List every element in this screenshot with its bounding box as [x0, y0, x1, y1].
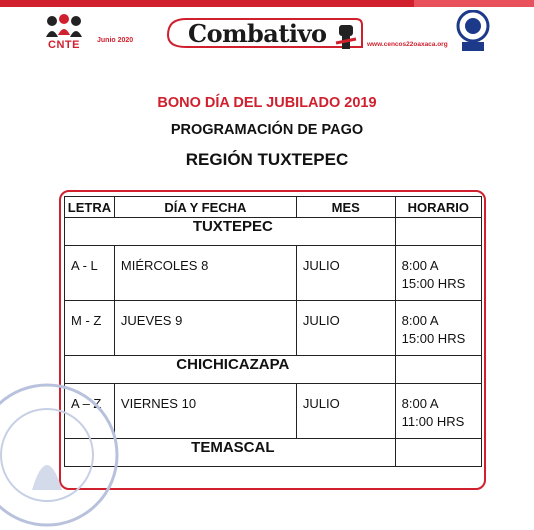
- cell-dia: MIÉRCOLES 8: [114, 246, 296, 301]
- cell-dia: VIERNES 10: [114, 384, 296, 439]
- union-seal-icon: [456, 10, 490, 52]
- cell-mes: JULIO: [296, 384, 395, 439]
- cell-letra: A – Z: [65, 384, 115, 439]
- issue-date: Junio 2020: [97, 37, 134, 44]
- table-row: [65, 246, 482, 301]
- title-programacion: PROGRAMACIÓN DE PAGO: [170, 122, 364, 138]
- title-bono: BONO DÍA DEL JUBILADO 2019: [157, 95, 377, 111]
- header-horario: HORARIO: [395, 197, 481, 218]
- header: [0, 7, 534, 63]
- top-rule: [0, 0, 534, 7]
- header-dia-fecha: DÍA Y FECHA: [114, 197, 296, 218]
- header-mes: MES: [296, 197, 395, 218]
- watermark-seal-icon: [0, 380, 122, 530]
- cell-horario: [395, 384, 481, 439]
- hora-end: 15:00 HRS: [401, 331, 466, 346]
- region-row-temascal: [65, 439, 482, 467]
- cell-dia: JUEVES 9: [114, 301, 296, 356]
- region-empty-cell: [395, 356, 481, 384]
- region-empty-cell: [395, 439, 481, 467]
- hora-start: 8:00 A: [401, 313, 439, 328]
- region-row-tuxtepec: [65, 218, 482, 246]
- raised-fist-icon: [334, 21, 358, 51]
- hora-start: 8:00 A: [401, 396, 439, 411]
- table-row: [65, 301, 482, 356]
- title-region: REGIÓN TUXTEPEC: [185, 150, 349, 169]
- cell-letra: A - L: [65, 246, 115, 301]
- payment-schedule-table: [64, 196, 482, 467]
- masthead-title: Combativo: [188, 19, 327, 48]
- cell-mes: JULIO: [296, 301, 395, 356]
- region-name: CHICHICAZAPA: [65, 356, 396, 384]
- hora-end: 15:00 HRS: [401, 276, 466, 291]
- region-row-chichicazapa: [65, 356, 482, 384]
- table-row: [65, 384, 482, 439]
- cnte-label: CNTE: [48, 39, 80, 51]
- hora-start: 8:00 A: [401, 258, 439, 273]
- cell-horario: [395, 246, 481, 301]
- header-letra: LETRA: [65, 197, 115, 218]
- website-url: www.cencos22oaxaca.org: [367, 41, 448, 48]
- cell-letra: M - Z: [65, 301, 115, 356]
- region-empty-cell: [395, 218, 481, 246]
- region-name: TEMASCAL: [65, 439, 396, 467]
- cell-horario: [395, 301, 481, 356]
- table-header-row: [65, 197, 482, 218]
- hora-end: 11:00 HRS: [401, 414, 465, 429]
- cell-mes: JULIO: [296, 246, 395, 301]
- region-name: TUXTEPEC: [65, 218, 396, 246]
